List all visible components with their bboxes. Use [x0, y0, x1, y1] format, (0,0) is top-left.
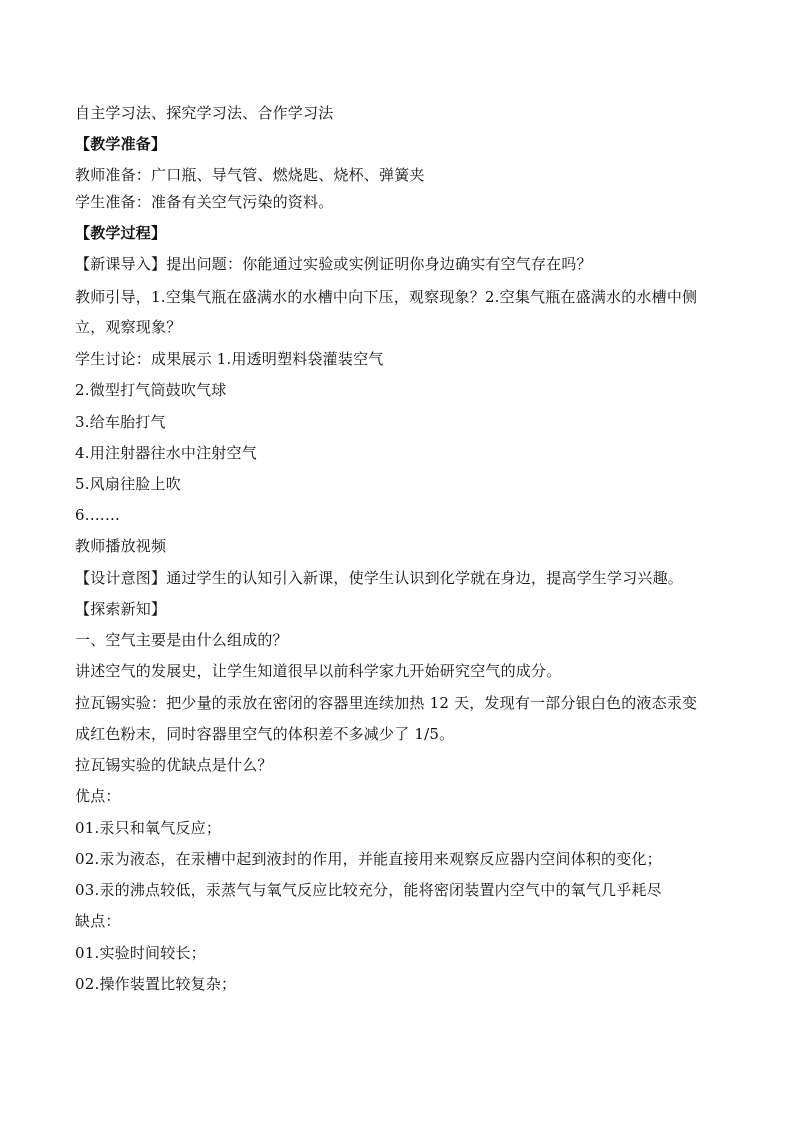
heading-explore-new: 【探索新知】 — [75, 600, 167, 618]
text-line-air-history: 讲述空气的发展史，让学生知道很早以前科学家九开始研究空气的成分。 — [75, 662, 562, 680]
text-line-student-prep: 学生准备：准备有关空气污染的资料。 — [75, 193, 334, 211]
text-line-teacher-guide-cont: 立，观察现象？ — [75, 318, 182, 336]
text-line-lavoisier-experiment: 拉瓦锡实验：把少量的汞放在密闭的容器里连续加热 12 天，发现有一部分银白色的液态汞变 — [75, 694, 698, 712]
list-item-6: 6.…… — [75, 506, 121, 524]
heading-teaching-preparation: 【教学准备】 — [75, 135, 167, 153]
text-line-design-intent: 【设计意图】通过学生的认知引入新课，使学生认识到化学就在身边，提高学生学习兴趣。 — [75, 569, 684, 587]
text-line-student-discussion: 学生讨论：成果展示 1.用透明塑料袋灌装空气 — [75, 350, 384, 368]
advantage-item-03: 03.汞的沸点较低，汞蒸气与氧气反应比较充分，能将密闭装置内空气中的氧气几乎耗尽 — [75, 881, 662, 899]
text-line-learning-methods: 自主学习法、探究学习法、合作学习法 — [75, 104, 334, 122]
text-line-new-lesson-intro: 【新课导入】提出问题：你能通过实验或实例证明你身边确实有空气存在吗？ — [75, 255, 592, 273]
text-line-play-video: 教师播放视频 — [75, 537, 167, 555]
text-line-pros-cons-question: 拉瓦锡实验的优缺点是什么？ — [75, 756, 273, 774]
disadvantage-item-01: 01.实验时间较长； — [75, 944, 206, 962]
disadvantage-item-02: 02.操作装置比较复杂； — [75, 975, 237, 993]
label-disadvantages: 缺点： — [75, 912, 121, 930]
list-item-3: 3.给车胎打气 — [75, 413, 166, 431]
heading-teaching-process: 【教学过程】 — [75, 224, 167, 242]
text-line-teacher-prep: 教师准备：广口瓶、导气管、燃烧匙、烧杯、弹簧夹 — [75, 166, 425, 184]
list-item-5: 5.风扇往脸上吹 — [75, 475, 181, 493]
list-item-4: 4.用注射器往水中注射空气 — [75, 444, 257, 462]
advantage-item-02: 02.汞为液态，在汞槽中起到液封的作用，并能直接用来观察反应器内空间体积的变化； — [75, 850, 662, 868]
section-heading-air-composition: 一、空气主要是由什么组成的？ — [75, 631, 288, 649]
list-item-2: 2.微型打气筒鼓吹气球 — [75, 381, 227, 399]
advantage-item-01: 01.汞只和氧气反应； — [75, 819, 222, 837]
text-line-teacher-guide: 教师引导，1.空集气瓶在盛满水的水槽中向下压，观察现象？2.空集气瓶在盛满水的水槽中侧 — [75, 288, 698, 306]
label-advantages: 优点： — [75, 787, 121, 805]
text-line-lavoisier-experiment-cont: 成红色粉末，同时容器里空气的体积差不多减少了 1/5。 — [75, 725, 455, 743]
